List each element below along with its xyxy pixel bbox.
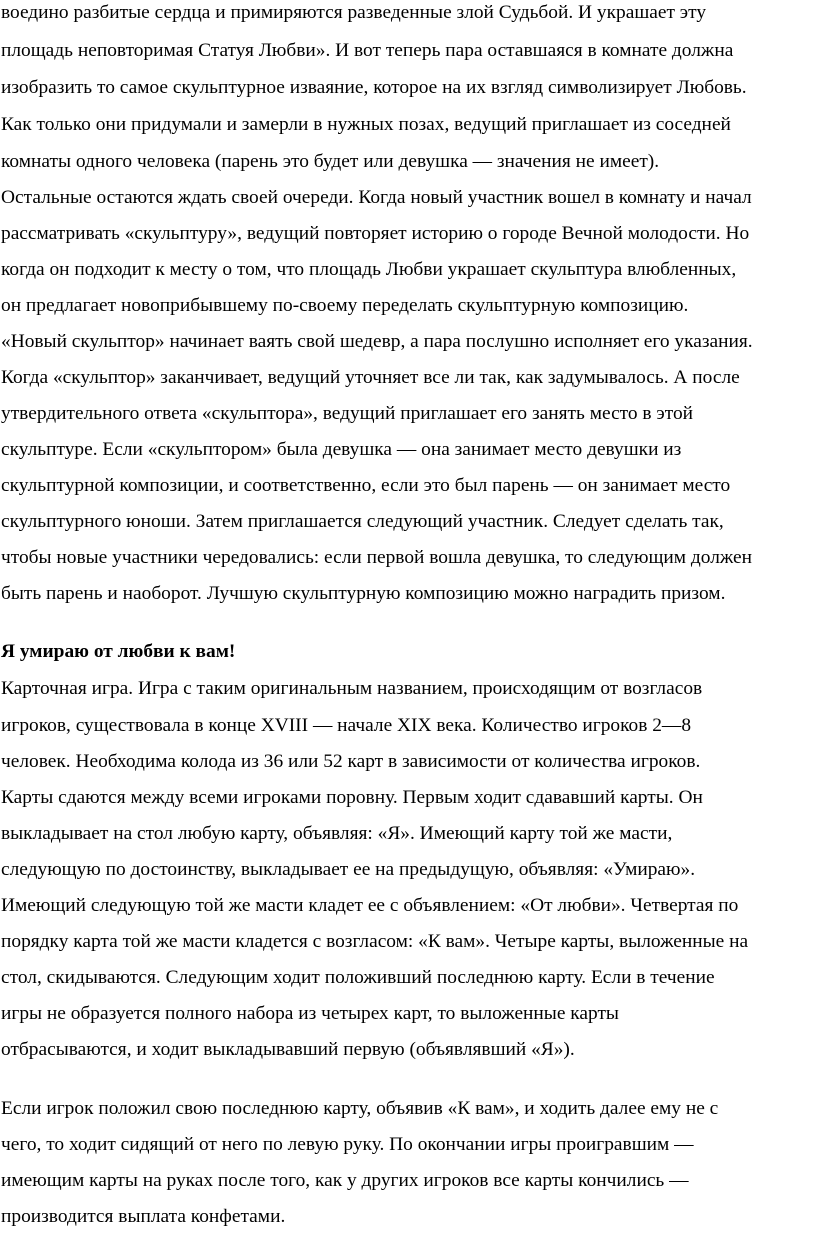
text-line: отбрасываются, и ходит выкладывавший первую (объявлявший «Я»).: [1, 1039, 575, 1060]
text-line: производится выплата конфетами.: [1, 1206, 286, 1227]
text-line: скульптурной композиции, и соответственно, если это был парень — он занимает место: [1, 475, 731, 496]
text-line: следующую по достоинству, выкладывает ее на предыдущую, объявляя: «Умираю».: [1, 859, 696, 880]
text-line: скульптурного юноши. Затем приглашается следующий участник. Следует сделать так,: [1, 511, 724, 532]
text-line: быть парень и наоборот. Лучшую скульптурную композицию можно наградить призом.: [1, 583, 726, 604]
text-line: Когда «скульптор» заканчивает, ведущий уточняет все ли так, как задумывалось. А после: [1, 367, 740, 388]
text-line: «Новый скульптор» начинает ваять свой шедевр, а пара послушно исполняет его указания.: [1, 331, 753, 352]
text-line: игроков, существовала в конце XVIII — начале XIX века. Количество игроков 2—8: [1, 715, 692, 736]
text-line: игры не образуется полного набора из четырех карт, то выложенные карты: [1, 1003, 619, 1024]
text-line: рассматривать «скульптуру», ведущий повторяет историю о городе Вечной молодости. Но: [1, 223, 750, 244]
text-line: Если игрок положил свою последнюю карту, объявив «К вам», и ходить далее ему не с: [1, 1098, 719, 1119]
section-heading: Я умираю от любви к вам!: [1, 641, 236, 662]
text-line: чего, то ходит сидящий от него по левую руку. По окончании игры проигравшим —: [1, 1134, 694, 1155]
text-line: он предлагает новоприбывшему по-своему переделать скульптурную композицию.: [1, 295, 689, 316]
text-line: площадь неповторимая Статуя Любви». И вот теперь пара оставшаяся в комнате должна: [1, 40, 734, 61]
text-line: порядку карта той же масти кладется с возгласом: «К вам». Четыре карты, выложенные на: [1, 931, 749, 952]
text-line: воедино разбитые сердца и примиряются разведенные злой Судьбой. И украшает эту: [1, 2, 707, 23]
text-line: человек. Необходима колода из 36 или 52 карт в зависимости от количества игроков.: [1, 751, 701, 772]
text-line: утвердительного ответа «скульптора», ведущий приглашает его занять место в этой: [1, 403, 694, 424]
text-line: Карточная игра. Игра с таким оригинальным названием, происходящим от возгласов: [1, 678, 703, 699]
text-line: Остальные остаются ждать своей очереди. Когда новый участник вошел в комнату и начал: [1, 187, 752, 208]
text-line: выкладывает на стол любую карту, объявляя: «Я». Имеющий карту той же масти,: [1, 823, 673, 844]
text-line: стол, скидываются. Следующим ходит положивший последнюю карту. Если в течение: [1, 967, 715, 988]
text-line: чтобы новые участники чередовались: если первой вошла девушка, то следующим должен: [1, 547, 753, 568]
text-line: Карты сдаются между всеми игроками поровну. Первым ходит сдававший карты. Он: [1, 787, 703, 808]
text-line: изобразить то самое скульптурное изваяние, которое на их взгляд символизирует Любовь.: [1, 77, 747, 98]
text-line: имеющим карты на руках после того, как у других игроков все карты кончились —: [1, 1170, 689, 1191]
text-line: Имеющий следующую той же масти кладет ее с объявлением: «От любви». Четвертая по: [1, 895, 739, 916]
text-line: Как только они придумали и замерли в нужных позах, ведущий приглашает из соседней: [1, 114, 731, 135]
text-line: комнаты одного человека (парень это будет или девушка — значения не имеет).: [1, 151, 660, 172]
text-line: когда он подходит к месту о том, что площадь Любви украшает скульптура влюбленных,: [1, 259, 737, 280]
text-line: скульптуре. Если «скульптором» была девушка — она занимает место девушки из: [1, 439, 682, 460]
